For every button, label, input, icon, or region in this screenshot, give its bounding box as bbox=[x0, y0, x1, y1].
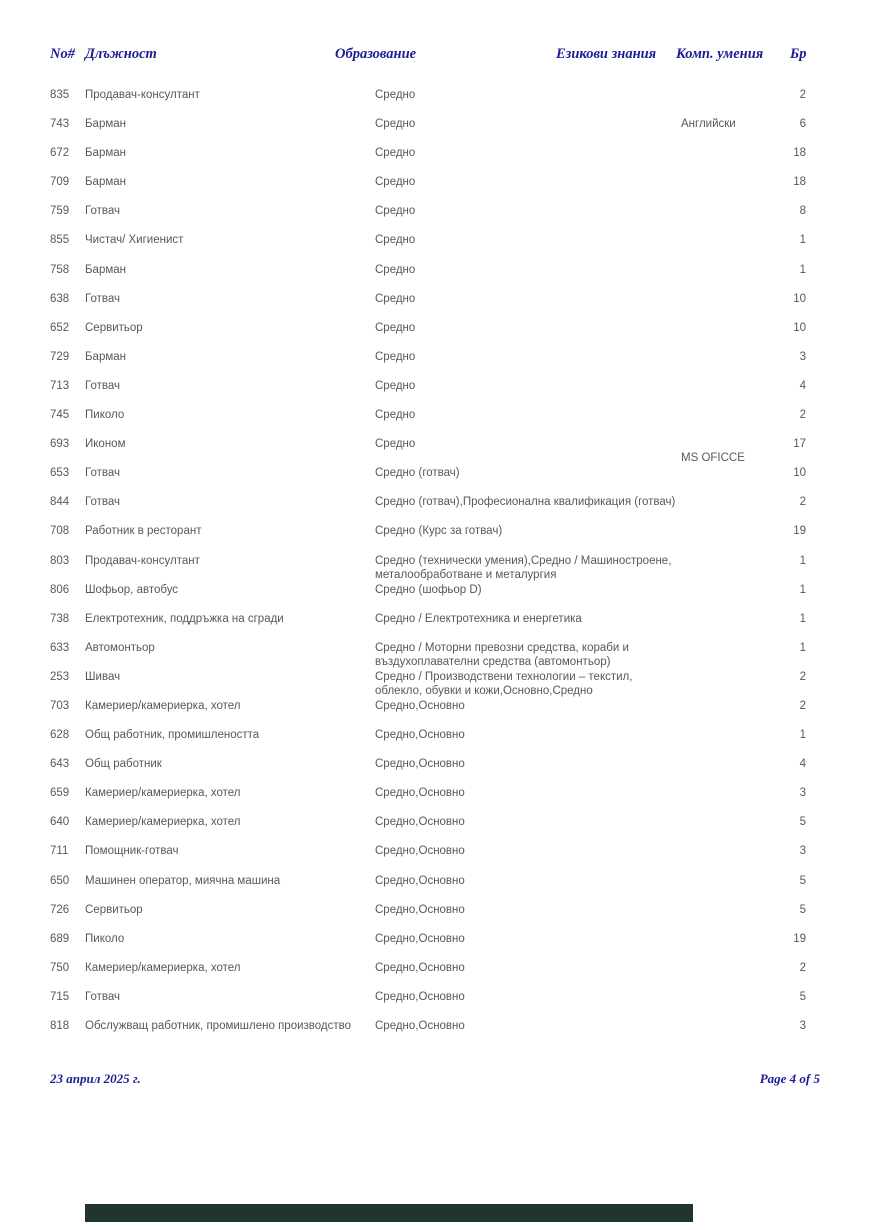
language-cell bbox=[681, 379, 783, 393]
count-cell: 2 bbox=[799, 496, 806, 509]
position-cell: Сервитьор bbox=[85, 321, 143, 334]
skills-cell bbox=[681, 292, 783, 306]
row-number: 713 bbox=[50, 379, 70, 392]
education-cell: Средно / Производствени технологии – текстил, облекло, обувки и кожи,Основно,Средно bbox=[375, 670, 633, 698]
education-cell: Средно bbox=[375, 234, 416, 247]
row-number: 703 bbox=[50, 699, 70, 712]
skills-cell bbox=[681, 524, 783, 538]
row-number: 711 bbox=[50, 845, 69, 858]
count-cell: 19 bbox=[793, 932, 806, 945]
language-cell bbox=[681, 88, 783, 102]
skills-cell bbox=[681, 583, 783, 597]
position-cell: Чистач/ Хигиенист bbox=[85, 234, 184, 247]
column-header-count: Бр bbox=[790, 46, 807, 62]
language-cell bbox=[681, 233, 783, 247]
row-number: 818 bbox=[50, 1020, 70, 1032]
education-cell: Средно,Основно bbox=[375, 729, 465, 742]
education-cell: Средно bbox=[375, 89, 416, 101]
row-number: 253 bbox=[50, 670, 70, 683]
language-cell bbox=[681, 641, 783, 655]
skills-cell bbox=[681, 379, 783, 393]
language-cell bbox=[681, 844, 783, 858]
education-cell: Средно (Курс за готвач) bbox=[375, 525, 503, 538]
skills-cell bbox=[681, 88, 783, 102]
row-number: 652 bbox=[50, 321, 70, 334]
skills-cell bbox=[681, 874, 783, 888]
education-cell: Средно,Основно bbox=[375, 961, 465, 974]
skills-cell bbox=[681, 844, 783, 858]
position-cell: Барман bbox=[85, 147, 126, 160]
table-row bbox=[50, 495, 806, 524]
position-cell: Камериер/камериерка, хотел bbox=[85, 961, 241, 974]
count-cell: 5 bbox=[799, 816, 806, 829]
position-cell: Барман bbox=[85, 263, 126, 276]
footer-page-number: Page 4 of 5 bbox=[759, 1071, 820, 1086]
row-number: 638 bbox=[50, 292, 70, 305]
position-cell: Автомонтьор bbox=[85, 641, 155, 654]
table-row bbox=[50, 321, 806, 350]
row-number: 693 bbox=[50, 438, 70, 451]
position-cell: Работник в ресторант bbox=[85, 525, 202, 538]
language-cell bbox=[681, 495, 783, 509]
count-cell: 8 bbox=[799, 205, 806, 218]
row-number: 758 bbox=[50, 263, 70, 276]
table-row bbox=[50, 408, 806, 437]
count-cell: 4 bbox=[799, 379, 806, 392]
table-row bbox=[50, 554, 806, 583]
count-cell: 1 bbox=[799, 641, 806, 654]
position-cell: Общ работник, промишлеността bbox=[85, 729, 260, 742]
language-cell bbox=[681, 175, 783, 189]
skills-cell bbox=[681, 612, 783, 626]
table-row bbox=[50, 233, 806, 262]
skills-cell bbox=[681, 204, 783, 218]
language-cell bbox=[681, 466, 783, 480]
row-number: 750 bbox=[50, 961, 70, 974]
table-row bbox=[50, 88, 806, 117]
language-cell bbox=[681, 786, 783, 800]
row-number: 643 bbox=[50, 758, 70, 771]
education-cell: Средно (готвач) bbox=[375, 467, 460, 480]
position-cell: Електротехник, поддръжка на сгради bbox=[85, 612, 284, 625]
count-cell: 5 bbox=[799, 903, 806, 916]
bottom-bar bbox=[85, 1204, 693, 1222]
position-cell: Помощник-готвач bbox=[85, 845, 179, 858]
table-row bbox=[50, 612, 806, 641]
education-cell: Средно (технически умения),Средно / Машиностроене, металообработване и металургия bbox=[375, 554, 672, 581]
position-cell: Сервитьор bbox=[85, 903, 143, 916]
count-cell: 2 bbox=[799, 409, 806, 422]
education-cell: Средно / Моторни превозни средства, кораби и въздухоплавателни средства (автомонтьор) bbox=[375, 641, 629, 669]
row-number: 738 bbox=[50, 612, 70, 625]
skills-cell bbox=[681, 990, 783, 1004]
education-cell: Средно,Основно bbox=[375, 903, 465, 916]
skills-cell bbox=[681, 321, 783, 335]
position-cell: Продавач-консултант bbox=[85, 89, 200, 101]
position-cell: Камериер/камериерка, хотел bbox=[85, 699, 241, 712]
column-header-education: Образование bbox=[335, 46, 417, 62]
table-row bbox=[50, 379, 806, 408]
footer-date: 23 април 2025 г. bbox=[50, 1071, 141, 1086]
skills-cell bbox=[681, 466, 783, 480]
column-header-languages: Езикови знания bbox=[556, 46, 657, 62]
education-cell: Средно bbox=[375, 176, 416, 189]
position-cell: Готвач bbox=[85, 379, 120, 392]
row-number: 726 bbox=[50, 903, 70, 916]
language-cell bbox=[681, 263, 783, 277]
skills-cell bbox=[681, 786, 783, 800]
education-cell: Средно bbox=[375, 118, 416, 131]
count-cell: 19 bbox=[793, 525, 806, 538]
count-cell: 1 bbox=[799, 263, 806, 276]
education-cell: Средно bbox=[375, 350, 416, 363]
position-cell: Иконом bbox=[85, 438, 126, 451]
count-cell: 1 bbox=[799, 583, 806, 596]
skills-cell bbox=[681, 728, 783, 742]
skills-cell bbox=[681, 437, 783, 466]
position-cell: Пиколо bbox=[85, 932, 125, 945]
table-row bbox=[50, 844, 806, 873]
row-number: 844 bbox=[50, 496, 70, 509]
position-cell: Продавач-консултант bbox=[85, 554, 200, 567]
education-cell: Средно bbox=[375, 409, 416, 422]
position-cell: Барман bbox=[85, 118, 126, 131]
table-row bbox=[50, 641, 806, 670]
skills-cell bbox=[681, 961, 783, 975]
position-cell: Барман bbox=[85, 350, 126, 363]
language-cell bbox=[681, 350, 783, 364]
skills-cell bbox=[681, 670, 783, 684]
language-cell bbox=[681, 554, 783, 568]
position-cell: Шофьор, автобус bbox=[85, 583, 179, 596]
table-row bbox=[50, 728, 806, 757]
position-cell: Шивач bbox=[85, 670, 121, 683]
position-cell: Камериер/камериерка, хотел bbox=[85, 816, 241, 829]
position-cell: Готвач bbox=[85, 467, 120, 480]
table-row bbox=[50, 117, 806, 146]
row-number: 708 bbox=[50, 525, 70, 538]
skills-cell bbox=[681, 903, 783, 917]
position-cell: Готвач bbox=[85, 496, 120, 509]
count-cell: 1 bbox=[799, 729, 806, 742]
column-header-computer: Комп. умения bbox=[676, 46, 764, 62]
table-row bbox=[50, 903, 806, 932]
table-row bbox=[50, 263, 806, 292]
position-cell: Готвач bbox=[85, 292, 120, 305]
row-number: 729 bbox=[50, 350, 70, 363]
skills-cell bbox=[681, 932, 783, 946]
row-number: 672 bbox=[50, 147, 70, 160]
education-cell: Средно (шофьор D) bbox=[375, 583, 482, 596]
skills-cell bbox=[681, 495, 783, 509]
language-cell bbox=[681, 699, 783, 713]
computer-cell: MS OFICCE bbox=[681, 452, 745, 465]
table-row bbox=[50, 437, 806, 466]
table-row bbox=[50, 1019, 806, 1048]
table-row bbox=[50, 466, 806, 495]
language-cell bbox=[681, 437, 783, 451]
row-number: 835 bbox=[50, 89, 70, 101]
language-cell bbox=[681, 321, 783, 335]
row-number: 855 bbox=[50, 234, 70, 247]
position-cell: Машинен оператор, миячна машина bbox=[85, 874, 281, 887]
language-cell bbox=[681, 874, 783, 888]
skills-cell bbox=[681, 117, 783, 131]
table-row bbox=[50, 292, 806, 321]
table-row bbox=[50, 524, 806, 553]
table-row bbox=[50, 699, 806, 728]
skills-cell bbox=[681, 175, 783, 189]
skills-cell bbox=[681, 757, 783, 771]
count-cell: 2 bbox=[799, 670, 806, 683]
education-cell: Средно bbox=[375, 292, 416, 305]
table-row bbox=[50, 204, 806, 233]
table-row bbox=[50, 350, 806, 379]
position-cell: Обслужващ работник, промишлено производство bbox=[85, 1020, 352, 1032]
skills-cell bbox=[681, 1019, 783, 1033]
count-cell: 5 bbox=[799, 874, 806, 887]
education-cell: Средно,Основно bbox=[375, 990, 465, 1003]
row-number: 640 bbox=[50, 816, 70, 829]
row-number: 806 bbox=[50, 583, 70, 596]
language-cell bbox=[681, 757, 783, 771]
table-row bbox=[50, 874, 806, 903]
count-cell: 3 bbox=[799, 787, 806, 800]
row-number: 803 bbox=[50, 554, 70, 567]
column-header-no: No# bbox=[50, 46, 75, 62]
education-cell: Средно,Основно bbox=[375, 758, 465, 771]
table-row bbox=[50, 583, 806, 612]
education-cell: Средно bbox=[375, 263, 416, 276]
language-cell bbox=[681, 990, 783, 1004]
count-cell: 10 bbox=[793, 467, 806, 480]
count-cell: 1 bbox=[799, 234, 806, 247]
position-cell: Готвач bbox=[85, 205, 120, 218]
education-cell: Средно,Основно bbox=[375, 787, 465, 800]
education-cell: Средно,Основно bbox=[375, 699, 465, 712]
position-cell: Общ работник bbox=[85, 758, 162, 771]
position-cell: Готвач bbox=[85, 990, 120, 1003]
row-number: 743 bbox=[50, 118, 70, 131]
education-cell: Средно,Основно bbox=[375, 1020, 465, 1032]
row-number: 715 bbox=[50, 990, 70, 1003]
count-cell: 3 bbox=[799, 350, 806, 363]
table-row bbox=[50, 670, 806, 699]
table-row bbox=[50, 146, 806, 175]
column-header-position: Длъжност bbox=[85, 46, 157, 62]
row-number: 650 bbox=[50, 874, 70, 887]
job-listing-table bbox=[50, 88, 806, 1048]
language-cell bbox=[681, 932, 783, 946]
language-cell: Английски bbox=[681, 118, 736, 131]
skills-cell bbox=[681, 146, 783, 160]
skills-cell bbox=[681, 699, 783, 713]
skills-cell bbox=[681, 233, 783, 247]
education-cell: Средно bbox=[375, 205, 416, 218]
count-cell: 2 bbox=[799, 89, 806, 101]
skills-cell bbox=[681, 350, 783, 364]
language-cell bbox=[681, 728, 783, 742]
skills-cell bbox=[681, 641, 783, 655]
position-cell: Камериер/камериерка, хотел bbox=[85, 787, 241, 800]
count-cell: 2 bbox=[799, 961, 806, 974]
row-number: 659 bbox=[50, 787, 70, 800]
education-cell: Средно bbox=[375, 438, 416, 451]
language-cell bbox=[681, 815, 783, 829]
count-cell: 1 bbox=[799, 554, 806, 567]
table-row bbox=[50, 815, 806, 844]
position-cell: Пиколо bbox=[85, 409, 125, 422]
count-cell: 18 bbox=[793, 176, 806, 189]
education-cell: Средно bbox=[375, 321, 416, 334]
table-row bbox=[50, 961, 806, 990]
count-cell: 3 bbox=[799, 1020, 806, 1032]
count-cell: 6 bbox=[799, 118, 806, 131]
row-number: 745 bbox=[50, 409, 70, 422]
table-row bbox=[50, 757, 806, 786]
table-row bbox=[50, 990, 806, 1019]
language-cell bbox=[681, 670, 783, 684]
row-number: 759 bbox=[50, 205, 70, 218]
count-cell: 2 bbox=[799, 699, 806, 712]
count-cell: 10 bbox=[793, 321, 806, 334]
count-cell: 17 bbox=[793, 438, 806, 451]
skills-cell bbox=[681, 408, 783, 422]
skills-cell bbox=[681, 263, 783, 277]
count-cell: 3 bbox=[799, 845, 806, 858]
count-cell: 10 bbox=[793, 292, 806, 305]
education-cell: Средно,Основно bbox=[375, 816, 465, 829]
count-cell: 4 bbox=[799, 758, 806, 771]
count-cell: 18 bbox=[793, 147, 806, 160]
language-cell bbox=[681, 612, 783, 626]
education-cell: Средно,Основно bbox=[375, 874, 465, 887]
education-cell: Средно,Основно bbox=[375, 845, 465, 858]
language-cell bbox=[681, 961, 783, 975]
skills-cell bbox=[681, 554, 783, 568]
position-cell: Барман bbox=[85, 176, 126, 189]
education-cell: Средно (готвач),Професионална квалификация (готвач) bbox=[375, 496, 676, 509]
row-number: 709 bbox=[50, 176, 70, 189]
language-cell bbox=[681, 146, 783, 160]
count-cell: 1 bbox=[799, 612, 806, 625]
education-cell: Средно / Електротехника и енергетика bbox=[375, 612, 582, 625]
table-row bbox=[50, 175, 806, 204]
row-number: 689 bbox=[50, 932, 70, 945]
language-cell bbox=[681, 583, 783, 597]
education-cell: Средно bbox=[375, 379, 416, 392]
education-cell: Средно,Основно bbox=[375, 932, 465, 945]
language-cell bbox=[681, 292, 783, 306]
language-cell bbox=[681, 1019, 783, 1033]
table-row bbox=[50, 932, 806, 961]
row-number: 633 bbox=[50, 641, 70, 654]
skills-cell bbox=[681, 815, 783, 829]
row-number: 653 bbox=[50, 467, 70, 480]
language-cell bbox=[681, 903, 783, 917]
language-cell bbox=[681, 204, 783, 218]
table-row bbox=[50, 786, 806, 815]
count-cell: 5 bbox=[799, 990, 806, 1003]
language-cell bbox=[681, 408, 783, 422]
row-number: 628 bbox=[50, 729, 70, 742]
education-cell: Средно bbox=[375, 147, 416, 160]
language-cell bbox=[681, 524, 783, 538]
